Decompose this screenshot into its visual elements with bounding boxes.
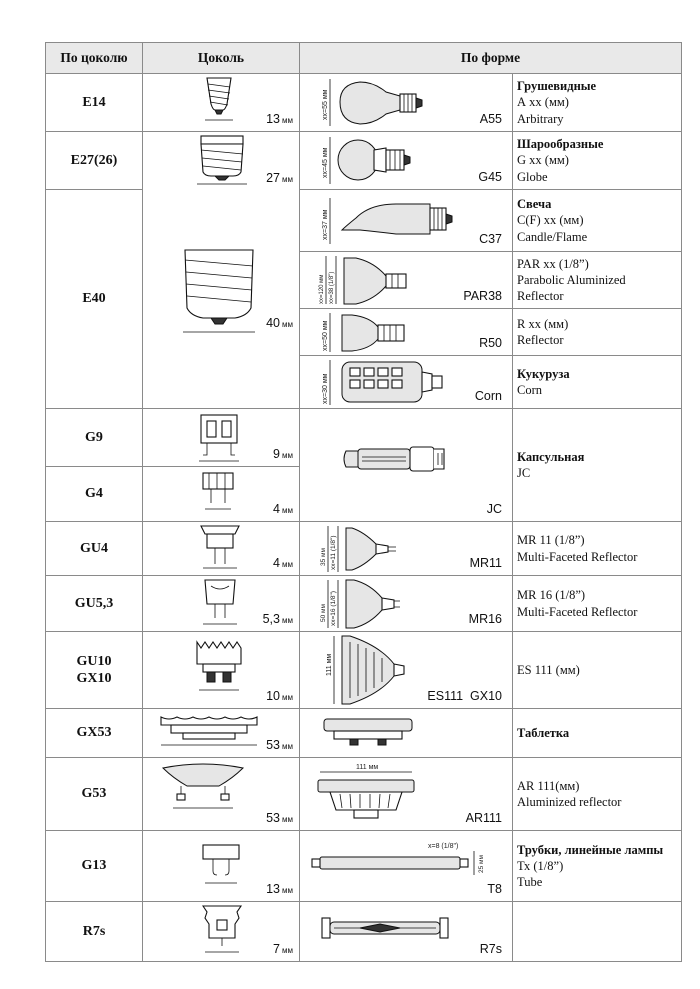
shape-drawing-jc (300, 409, 513, 522)
base-drawing-e14 (143, 74, 300, 132)
size-g4: 4 мм (273, 502, 293, 516)
header-by-base: По цоколю (46, 43, 143, 74)
base-code-e40: E40 (46, 190, 143, 409)
jc-capsule-icon (300, 409, 513, 521)
desc-gx53-title: Таблетка (517, 725, 570, 740)
desc-par38-name: Parabolic Aluminized (517, 272, 626, 287)
dim-g45: xx=45 мм (322, 147, 329, 178)
desc-a55-code: А хх (мм) (517, 95, 569, 110)
base-drawing-gu53 (143, 576, 300, 632)
shape-drawing-ar111 (300, 758, 513, 831)
base-drawing-g4 (143, 467, 300, 522)
desc-a55-name: Arbitrary (517, 111, 564, 126)
desc-es111-code: ES 111 (мм) (517, 662, 580, 677)
row-e14 (46, 74, 682, 132)
base-drawing-g13 (143, 831, 300, 902)
dim-par38-b: xx=38 (1/8") (329, 271, 335, 304)
desc-gx53 (513, 709, 682, 758)
desc-r50-code: R хх (мм) (517, 316, 569, 331)
e40-base-icon (143, 190, 300, 409)
shape-drawing-r50 (300, 309, 513, 356)
base-drawing-gu10 (143, 632, 300, 709)
model-mr11: MR11 (469, 556, 502, 570)
base-drawing-r7s (143, 902, 300, 962)
desc-r7s (513, 902, 682, 962)
dim-mr11-b: xx=11 (1/8") (330, 535, 337, 570)
base-code-g13: G13 (46, 831, 143, 902)
shape-drawing-mr16 (300, 576, 513, 632)
size-g13: 13 мм (266, 882, 293, 896)
base-code-gx53: GX53 (46, 709, 143, 758)
desc-corn (513, 356, 682, 409)
desc-a55-title: Грушевидные (517, 79, 597, 94)
shape-drawing-gx53 (300, 709, 513, 758)
desc-g45 (513, 132, 682, 190)
desc-mr11-name: Multi-Faceted Reflector (517, 549, 638, 564)
base-code-gu4: GU4 (46, 522, 143, 576)
row-r7s (46, 902, 682, 962)
desc-r50-name: Reflector (517, 333, 564, 347)
model-par38: PAR38 (463, 289, 502, 303)
desc-par38-code: PAR хх (1/8”) (517, 256, 589, 271)
desc-a55 (513, 74, 682, 132)
dim-mr16-a: 50 мм (320, 604, 327, 622)
size-gx53: 53 мм (266, 738, 293, 752)
dim-es111: 111 мм (326, 653, 333, 676)
model-mr16: MR16 (468, 612, 502, 626)
base-code-gu10-b: GX10 (76, 671, 112, 686)
dim-ar111: 111 мм (356, 764, 379, 771)
desc-mr11-code: MR 11 (1/8”) (517, 533, 585, 548)
base-drawing-gx53 (143, 709, 300, 758)
base-code-g9: G9 (46, 409, 143, 467)
desc-g45-name: Globe (517, 169, 548, 184)
base-drawing-e27 (143, 132, 300, 190)
base-code-r7s: R7s (46, 902, 143, 962)
size-e14: 13 мм (266, 112, 293, 126)
row-gu10 (46, 632, 682, 709)
row-gu53 (46, 576, 682, 632)
desc-t8 (513, 831, 682, 902)
size-gu4: 4 мм (273, 556, 293, 570)
desc-ar111-name: Aluminized reflector (517, 795, 622, 809)
base-code-g4: G4 (46, 467, 143, 522)
shape-drawing-corn (300, 356, 513, 409)
model-r50: R50 (479, 336, 502, 350)
size-gu10: 10 мм (266, 689, 293, 703)
shape-drawing-a55 (300, 74, 513, 132)
model-c37: C37 (479, 232, 502, 246)
model-corn: Corn (474, 389, 502, 403)
desc-mr16 (513, 576, 682, 632)
desc-par38-name2: Reflector (517, 289, 564, 304)
model-g45: G45 (478, 170, 502, 184)
shape-drawing-es111 (300, 632, 513, 709)
size-e27: 27 мм (266, 170, 293, 185)
header-row (46, 43, 682, 74)
base-code-gu10 (46, 632, 143, 709)
size-r7s: 7 мм (273, 942, 293, 956)
row-gx53 (46, 709, 682, 758)
desc-corn-name: Corn (517, 383, 542, 397)
model-a55: A55 (479, 112, 502, 126)
shape-drawing-g45 (300, 132, 513, 190)
desc-r50 (513, 309, 682, 356)
base-code-g53: G53 (46, 758, 143, 831)
shape-drawing-c37 (300, 190, 513, 252)
dim-c37: xx=37 мм (322, 209, 329, 240)
shape-drawing-t8 (300, 831, 513, 902)
dim-t8-a: x=8 (1/8") (428, 843, 459, 850)
model-r7s: R7s (479, 942, 502, 956)
desc-jc (513, 409, 682, 522)
desc-corn-title: Кукуруза (517, 366, 570, 381)
desc-g45-title: Шарообразные (517, 137, 604, 152)
gx53-tablet-icon (300, 709, 513, 758)
base-drawing-g53 (143, 758, 300, 831)
size-g53: 53 мм (266, 811, 293, 825)
base-code-e14: E14 (46, 74, 143, 132)
size-e40: 40 мм (266, 316, 293, 330)
base-drawing-e40 (143, 190, 300, 409)
header-by-shape: По форме (300, 43, 682, 74)
model-jc: JC (486, 502, 502, 516)
shape-drawing-par38 (300, 252, 513, 309)
base-code-e27: E27(26) (46, 132, 143, 190)
model-t8: T8 (487, 882, 502, 896)
dim-mr16-b: xx=16 (1/8") (330, 590, 337, 626)
desc-ar111-code: AR 111(мм) (517, 778, 580, 793)
base-code-gu10-a: GU10 (76, 653, 112, 669)
desc-c37-name: Candle/Flame (517, 229, 588, 244)
model-ar111: AR111 (465, 811, 502, 825)
size-g9: 9 мм (273, 447, 293, 461)
desc-mr16-name: Multi-Faceted Reflector (517, 604, 638, 619)
model-es111: ES111 GX10 (427, 689, 502, 703)
desc-ar111 (513, 758, 682, 831)
shape-drawing-r7s (300, 902, 513, 962)
row-e40-c37 (46, 190, 682, 252)
dim-corn: xx=30 мм (322, 373, 329, 404)
dim-mr11-a: 35 мм (320, 548, 327, 566)
row-e27 (46, 132, 682, 190)
dim-r50: xx=50 мм (322, 320, 329, 351)
desc-jc-title: Капсульная (517, 449, 585, 464)
desc-c37 (513, 190, 682, 252)
base-drawing-gu4 (143, 522, 300, 576)
dim-t8-b: 25 мм (478, 855, 485, 873)
row-g13 (46, 831, 682, 902)
row-gu4 (46, 522, 682, 576)
size-gu53: 5,3 мм (262, 612, 293, 626)
desc-par38 (513, 252, 682, 309)
row-g9 (46, 409, 682, 467)
dim-par38-a: xx=120 мм (319, 274, 325, 304)
desc-mr11 (513, 522, 682, 576)
header-base: Цоколь (143, 43, 300, 74)
desc-jc-name: JC (517, 466, 531, 480)
lamp-table (45, 42, 682, 962)
shape-drawing-mr11 (300, 522, 513, 576)
desc-g45-code: G хх (мм) (517, 153, 569, 168)
base-drawing-g9 (143, 409, 300, 467)
row-g53 (46, 758, 682, 831)
desc-c37-title: Свеча (517, 197, 552, 212)
desc-es111 (513, 632, 682, 709)
desc-c37-code: C(F) хх (мм) (517, 213, 584, 228)
desc-mr16-code: MR 16 (1/8”) (517, 588, 586, 603)
desc-t8-code: Тх (1/8”) (517, 858, 564, 873)
desc-t8-title: Трубки, линейные лампы (517, 842, 664, 857)
base-code-gu53: GU5,3 (46, 576, 143, 632)
desc-t8-name: Tube (517, 875, 543, 890)
dim-a55: xx=55 мм (322, 89, 329, 120)
